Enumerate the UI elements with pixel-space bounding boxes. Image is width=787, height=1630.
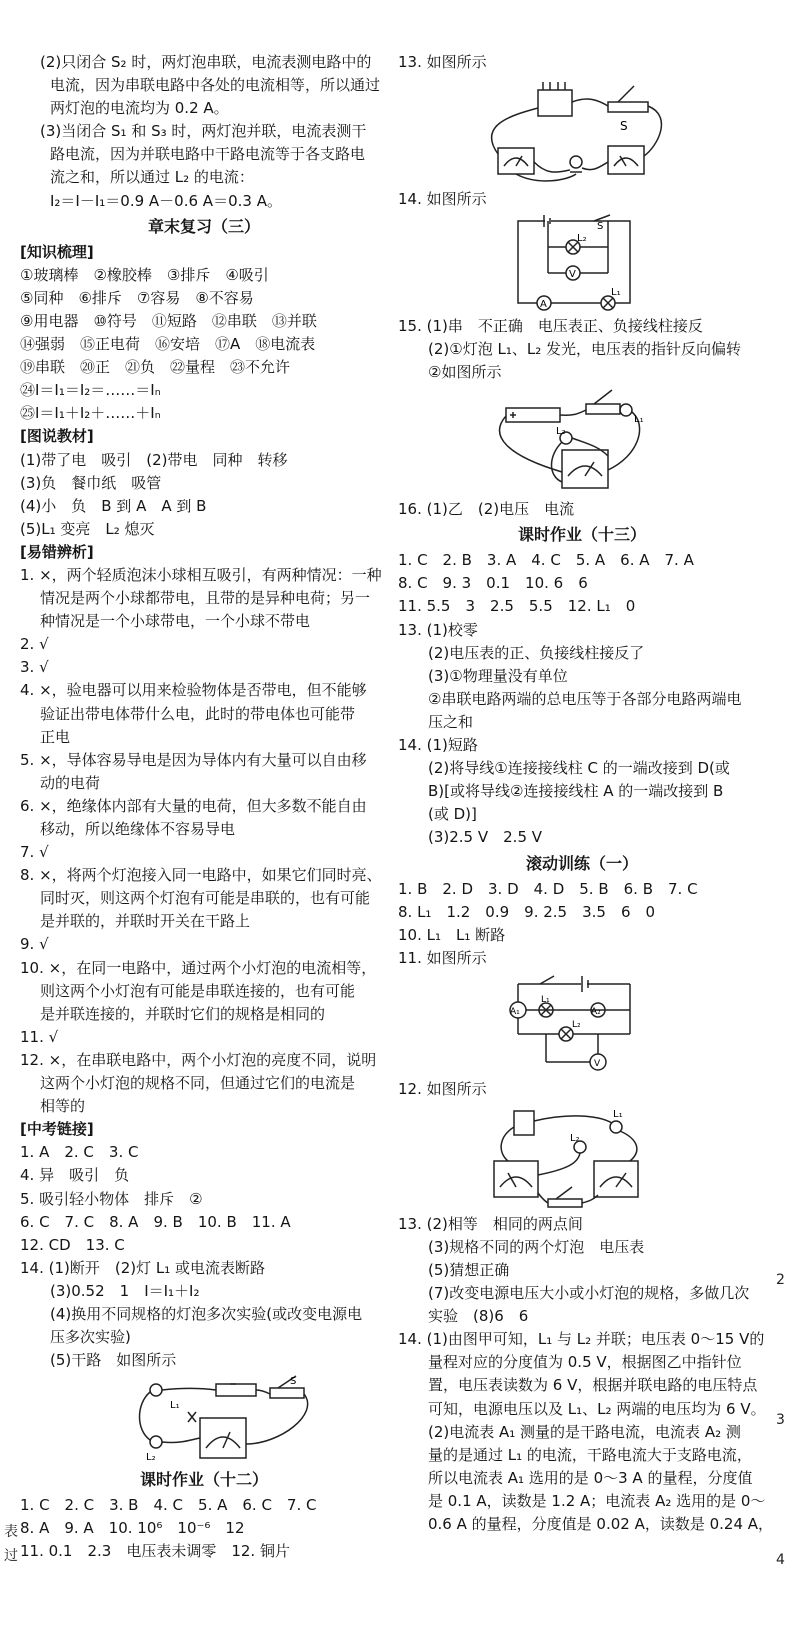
- figure-11-label-a1: A₁: [510, 1006, 520, 1017]
- section-heading: 课时作业（十三）: [517, 525, 646, 545]
- answer-line: (7)改变电源电压大小或小灯泡的规格，多做几次: [428, 1284, 750, 1303]
- section-heading: 课时作业（十二）: [139, 1470, 268, 1490]
- figure-14-label-a: A: [540, 299, 547, 310]
- answer-line: (3)①物理量没有单位: [428, 666, 568, 685]
- answer-line: (2)①灯泡 L₁、L₂ 发光，电压表的指针反向偏转: [428, 340, 741, 359]
- answer-line: 8. L₁ 1.2 0.9 9. 2.5 3.5 6 0: [398, 902, 656, 921]
- answer-line: 9. √: [20, 935, 49, 954]
- answer-line: 1. C 2. B 3. A 4. C 5. A 6. A 7. A: [398, 551, 694, 570]
- subsection-label: [易错辨析]: [20, 542, 94, 561]
- answer-line: 7. √: [20, 843, 49, 862]
- right-margin-text: 2 3 4: [776, 1272, 785, 1568]
- answer-line: 是 0.1 A，读数是 1.2 A；电流表 A₂ 选用的是 0～: [428, 1491, 766, 1510]
- answer-line: 5. ×，导体容易导电是因为导体内有大量可以自由移: [20, 750, 367, 769]
- answer-line: 12. CD 13. C: [20, 1235, 125, 1254]
- figure-15-label-l1: L₁: [634, 414, 644, 426]
- answer-line: 相等的: [40, 1097, 86, 1116]
- answer-line: (1)带了电 吸引 (2)带电 同种 转移: [20, 450, 288, 469]
- left-margin-text: 表 过: [4, 1524, 18, 1564]
- answer-line: 16. (1)乙 (2)电压 电流: [398, 500, 575, 519]
- answer-line: ⑨用电器 ⑩符号 ⑪短路 ⑫串联 ⑬并联: [20, 311, 317, 330]
- answer-line: 10. L₁ L₁ 断路: [398, 925, 506, 944]
- answer-line: 两灯泡的电流均为 0.2 A。: [50, 99, 229, 118]
- answer-line: 5. 吸引轻小物体 排斥 ②: [20, 1189, 203, 1208]
- figure-14-label-l1: L₁: [611, 287, 621, 298]
- figure-11-label-v: V: [594, 1058, 601, 1069]
- answer-line: 8. C 9. 3 0.1 10. 6 6: [398, 574, 588, 593]
- answer-line: (3)0.52 1 I＝I₁＋I₂: [50, 1281, 200, 1300]
- answer-line: 移动，所以绝缘体不容易导电: [40, 820, 236, 838]
- answer-line: (3)负 餐巾纸 吸管: [20, 473, 162, 492]
- answer-line: 置，电压表读数为 6 V，根据并联电路的电压特点: [428, 1376, 758, 1395]
- answer-line: 3. √: [20, 658, 49, 677]
- answer-line: (2)将导线①连接接线柱 C 的一端改接到 D(或: [428, 759, 730, 778]
- answer-line: 情况是两个小球都带电，且带的是异种电荷；另一: [40, 589, 371, 608]
- subsection-label: [图说教材]: [20, 427, 94, 446]
- answer-line: 压多次实验): [50, 1328, 131, 1347]
- answer-line: 8. A 9. A 10. 10⁶ 10⁻⁶ 12: [20, 1519, 245, 1538]
- answer-line: (3)2.5 V 2.5 V: [428, 828, 543, 847]
- answer-line: 8. ×，将两个灯泡接入同一电路中，如果它们同时亮、: [20, 866, 382, 885]
- answer-line: 1. C 2. C 3. B 4. C 5. A 6. C 7. C: [20, 1496, 317, 1515]
- answer-line: 验证出带电体带什么电，此时的带电体也可能带: [40, 704, 356, 723]
- answer-line: (4)换用不同规格的灯泡多次实验(或改变电源电: [50, 1304, 363, 1323]
- answer-line: ②串联电路两端的总电压等于各部分电路两端电: [428, 689, 742, 708]
- answer-line: 14. 如图所示: [398, 190, 487, 208]
- answer-line: 同时灭，则这两个灯泡有可能是串联的，也有可能: [40, 889, 371, 908]
- answer-line: 11. 5.5 3 2.5 5.5 12. L₁ 0: [398, 597, 636, 616]
- figure-11-label-l1: L₁: [541, 994, 550, 1005]
- answer-line: (2)只闭合 S₂ 时，两灯泡串联，电流表测电路中的: [40, 53, 372, 71]
- answer-line: 14. (1)短路: [398, 736, 478, 755]
- answer-line: 量程对应的分度值为 0.5 V，根据图乙中指针位: [428, 1353, 742, 1372]
- figure-12-label-l2: L₂: [570, 1132, 580, 1144]
- figure-15-label-l2: L₂: [556, 426, 566, 438]
- answer-line: 6. ×，绝缘体内部有大量的电荷，但大多数不能自由: [20, 796, 367, 815]
- answer-line: 则这两个小灯泡有可能是串联连接的，也有可能: [40, 981, 356, 1000]
- answer-line: ㉔I＝I₁＝I₂＝……＝Iₙ: [20, 381, 161, 400]
- answer-line: (4)小 负 B 到 A A 到 B: [20, 496, 207, 515]
- answer-line: 种情况是一个小球带电，一个小球不带电: [40, 612, 311, 631]
- answer-line: 11. 如图所示: [398, 948, 487, 967]
- answer-line: ⑤同种 ⑥排斥 ⑦容易 ⑧不容易: [20, 288, 254, 307]
- answer-line: (或 D)]: [428, 805, 477, 824]
- answer-line: 12. 如图所示: [398, 1079, 487, 1098]
- answer-line: (5)L₁ 变亮 L₂ 熄灭: [20, 519, 155, 538]
- figure-11-circuit-diagram: [398, 972, 766, 1076]
- answer-line: 是并联连接的，并联时它们的规格是相同的: [40, 1004, 326, 1023]
- figure-14-zhongkao-label-l2: L₂: [146, 1452, 156, 1464]
- answer-line: 可知，电源电压以及 L₁、L₂ 两端的电压均为 6 V。: [428, 1399, 766, 1418]
- figure-14-label-l2: L₂: [577, 233, 587, 244]
- answer-line: 13. (1)校零: [398, 620, 478, 639]
- answer-line: 是并联的，并联时开关在干路上: [40, 912, 251, 931]
- answer-line: (3)规格不同的两个灯泡 电压表: [428, 1237, 645, 1256]
- figure-14-zhongkao-circuit-photo: [20, 1374, 388, 1464]
- answer-line: (2)电流表 A₁ 测量的是干路电流，电流表 A₂ 测: [428, 1422, 741, 1441]
- answer-line: 路电流，因为并联电路中干路电流等于各支路电: [50, 145, 366, 164]
- answer-line: 10. ×，在同一电路中，通过两个小灯泡的电流相等，: [20, 958, 377, 977]
- answer-line: (3)当闭合 S₁ 和 S₃ 时，两灯泡并联，电流表测干: [40, 122, 367, 141]
- section-heading: 章末复习（三）: [147, 216, 260, 236]
- answer-line: 13. (2)相等 相同的两点间: [398, 1214, 583, 1233]
- answer-line: 动的电荷: [40, 773, 101, 792]
- answer-line: ②如图所示: [428, 363, 502, 382]
- answer-line: 电流，因为串联电路中各处的电流相等，所以通过: [50, 76, 381, 95]
- answer-line: 实验 (8)6 6: [428, 1307, 529, 1326]
- answer-line: (5)猜想正确: [428, 1260, 510, 1279]
- answer-line: ㉕I＝I₁＋I₂＋……＋Iₙ: [20, 404, 161, 423]
- answer-line: 11. 0.1 2.3 电压表未调零 12. 铜片: [20, 1542, 290, 1561]
- answer-line: (5)干路 如图所示: [50, 1351, 177, 1370]
- answer-line: 6. C 7. C 8. A 9. B 10. B 11. A: [20, 1212, 291, 1231]
- figure-14-label-s: S: [597, 221, 604, 232]
- answer-line: 这两个小灯泡的规格不同，但通过它们的电流是: [40, 1074, 356, 1093]
- answer-line: B)[或将导线②连接接线柱 A 的一端改接到 B: [428, 782, 724, 801]
- answer-line: 14. (1)由图甲可知，L₁ 与 L₂ 并联；电压表 0～15 V的: [398, 1330, 765, 1349]
- figure-13-label-s: S: [620, 119, 628, 133]
- figure-14-zhongkao-label-s: S: [290, 1376, 297, 1388]
- answer-line: I₂＝I－I₁＝0.9 A－0.6 A＝0.3 A。: [50, 191, 282, 210]
- figure-12-label-l1: L₁: [613, 1108, 623, 1120]
- section-heading: 滚动训练（一）: [525, 853, 638, 873]
- subsection-label: [中考链接]: [20, 1120, 94, 1139]
- answer-line: 12. ×，在串联电路中，两个小灯泡的亮度不同，说明: [20, 1050, 377, 1069]
- figure-14-label-v: V: [569, 269, 576, 280]
- figure-12-circuit-photo: [398, 1103, 766, 1211]
- figure-15-circuit-photo: [398, 386, 766, 496]
- left-column: [20, 52, 388, 1564]
- answer-line: 4. 异 吸引 负: [20, 1166, 130, 1185]
- answer-line: 0.6 A 的量程，分度值是 0.02 A，读数是 0.24 A，: [428, 1515, 774, 1533]
- answer-line: 11. √: [20, 1027, 59, 1046]
- answer-line: 流之和，所以通过 L₂ 的电流：: [50, 168, 254, 187]
- answer-line: 正电: [40, 727, 71, 746]
- answer-line: (2)电压表的正、负接线柱接反了: [428, 643, 645, 662]
- figure-14-circuit-diagram: [398, 213, 766, 313]
- figure-11-label-l2: L₂: [572, 1019, 581, 1030]
- right-column: [398, 52, 774, 1537]
- answer-line: ⑭强弱 ⑮正电荷 ⑯安培 ⑰A ⑱电流表: [20, 335, 316, 354]
- answer-line: 14. (1)断开 (2)灯 L₁ 或电流表断路: [20, 1258, 266, 1277]
- answer-line: 13. 如图所示: [398, 53, 487, 71]
- answer-line: 所以电流表 A₁ 选用的是 0～3 A 的量程，分度值: [428, 1468, 753, 1487]
- answer-line: 4. ×，验电器可以用来检验物体是否带电，但不能够: [20, 681, 367, 700]
- answer-line: ⑲串联 ⑳正 ㉑负 ㉒量程 ㉓不允许: [20, 358, 291, 377]
- answer-line: 2. √: [20, 635, 49, 654]
- answer-line: ①玻璃棒 ②橡胶棒 ③排斥 ④吸引: [20, 265, 269, 284]
- answer-line: 15. (1)串 不正确 电压表正、负接线柱接反: [398, 317, 703, 335]
- figure-11-label-a2: A₂: [591, 1006, 601, 1017]
- figure-13-circuit-photo: [398, 76, 766, 186]
- answer-line: 1. B 2. D 3. D 4. D 5. B 6. B 7. C: [398, 879, 698, 898]
- answer-line: 量的是通过 L₁ 的电流，干路电流大于支路电流，: [428, 1445, 752, 1464]
- answer-line: 1. ×，两个轻质泡沫小球相互吸引，有两种情况：一种: [20, 565, 382, 584]
- answer-line: 压之和: [428, 712, 474, 731]
- figure-14-zhongkao-label-l1: L₁: [170, 1400, 180, 1412]
- answer-line: 1. A 2. C 3. C: [20, 1143, 139, 1162]
- subsection-label: [知识梳理]: [20, 242, 94, 261]
